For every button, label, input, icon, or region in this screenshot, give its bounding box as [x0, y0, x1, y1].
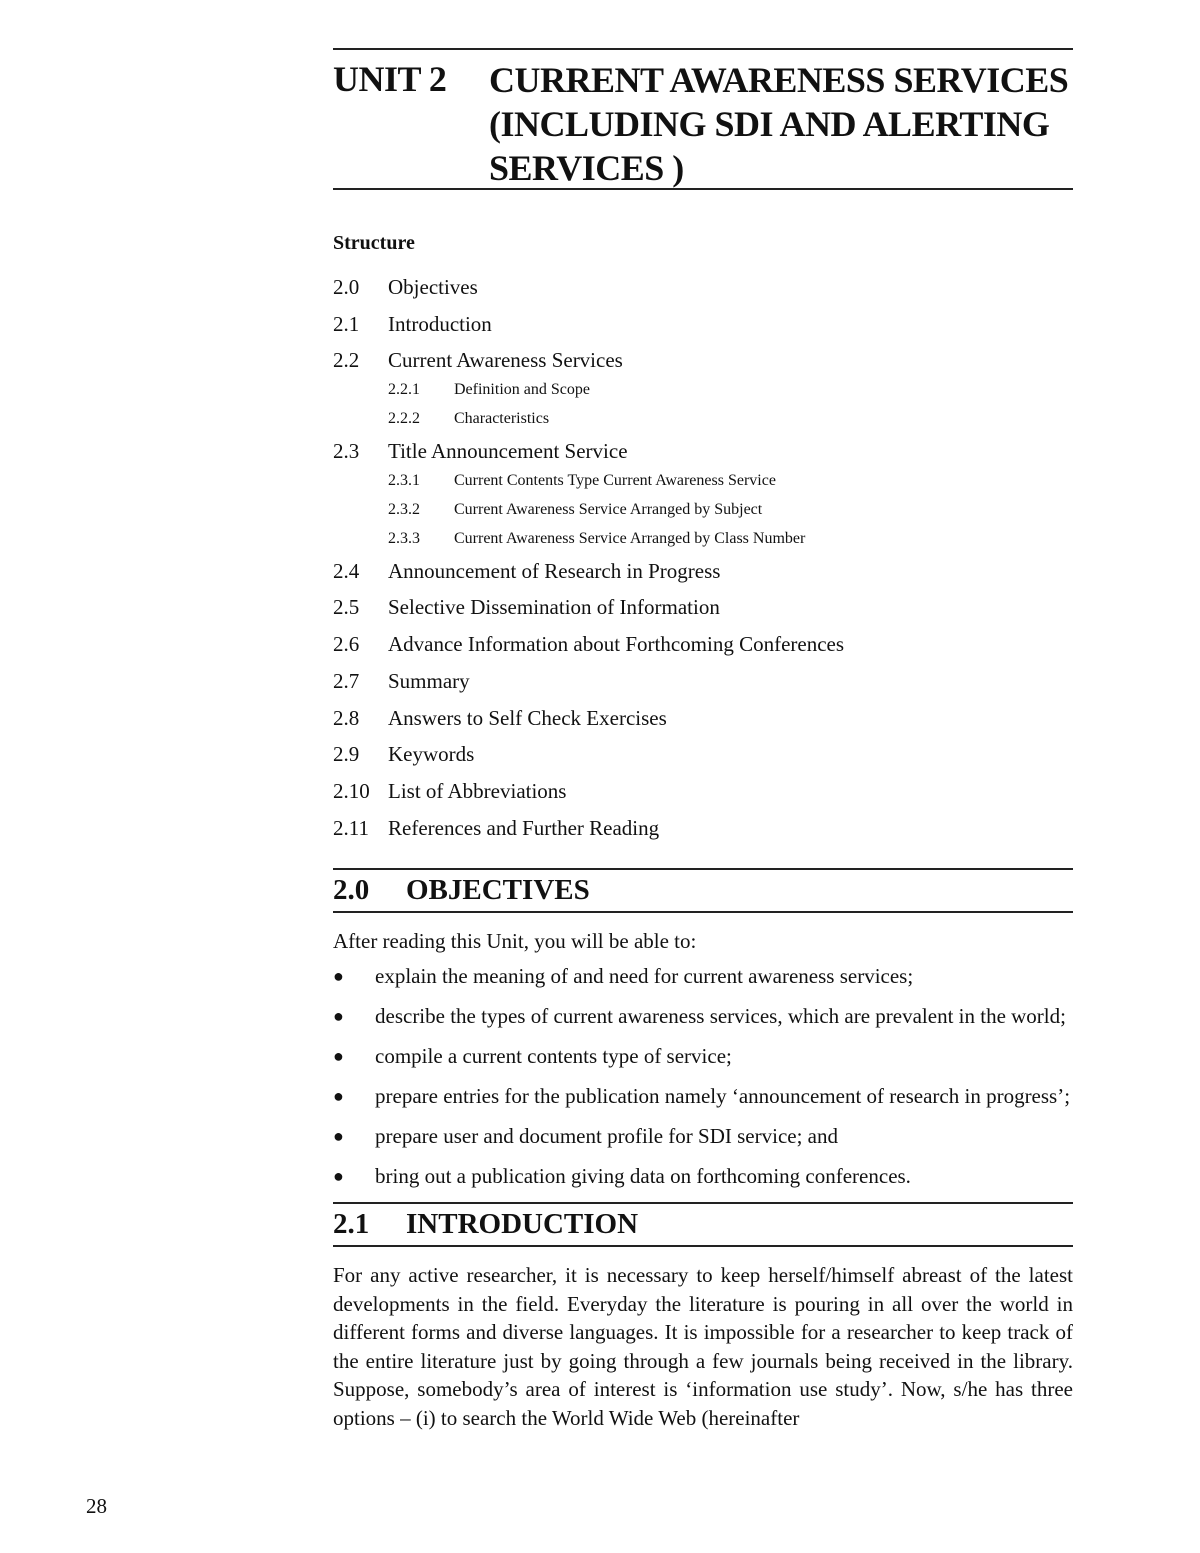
toc-subitem-text: Current Contents Type Current Awareness Service: [454, 471, 776, 489]
toc-item-text: List of Abbreviations: [388, 778, 567, 803]
bullet-icon: ●: [333, 1046, 344, 1067]
toc-subitem-2-3-3: [333, 524, 1073, 553]
toc-item-text: Current Awareness Services: [388, 348, 623, 373]
toc-subitem-text: Characteristics: [454, 410, 550, 428]
bullet-text: bring out a publication giving data on forthcoming conferences.: [375, 1164, 911, 1189]
toc-item-number: 2.11: [333, 815, 369, 840]
bullet-icon: ●: [333, 1166, 344, 1187]
list-item: [333, 962, 1073, 991]
toc-item-text: References and Further Reading: [388, 815, 660, 840]
section-bottom-rule: [333, 911, 1073, 913]
toc-item-2-8: [333, 700, 1073, 737]
unit-header: [333, 50, 1073, 188]
list-item: [333, 1082, 1073, 1111]
bullet-icon: ●: [333, 1086, 344, 1107]
toc-item-number: 2.9: [333, 742, 360, 767]
toc-subitem-2-2-1: [333, 375, 1073, 404]
toc-subitem-2-3-2: [333, 495, 1073, 524]
toc-subitem-number: 2.3.3: [388, 529, 420, 547]
bullet-text: prepare entries for the publication namely ‘announcement of research in progress’;: [375, 1084, 1071, 1109]
list-item: [333, 1002, 1073, 1031]
toc-item-number: 2.3: [333, 439, 360, 464]
toc-item-text: Selective Dissemination of Information: [388, 595, 720, 620]
bullet-icon: ●: [333, 1126, 344, 1147]
introduction-paragraph: For any active researcher, it is necessary to keep herself/himself abreast of the latest developments in the field. Everyday the literature is pouring in all over the world in different forms and diverse languages. It is impossible for a researcher to keep track of the entire literature just by going through a few journals being received in the library. Suppose, somebody’s area of interest is ‘information use study’. Now, s/he has three options – (i) to search the World Wide Web (hereinafter: [333, 1263, 1073, 1430]
toc-item-text: Advance Information about Forthcoming Conferences: [388, 632, 845, 657]
toc-item-number: 2.2: [333, 348, 360, 373]
bullet-text: explain the meaning of and need for current awareness services;: [375, 964, 914, 989]
bullet-text: describe the types of current awareness services, which are prevalent in the world;: [375, 1004, 1066, 1029]
toc-subitem-text: Current Awareness Service Arranged by Subject: [454, 500, 763, 518]
unit-title: CURRENT AWARENESS SERVICES (INCLUDING SDI AND ALERTING SERVICES ): [489, 60, 1069, 188]
toc-item-number: 2.7: [333, 668, 360, 693]
table-of-contents: [333, 269, 1073, 846]
toc-item-2-7: [333, 663, 1073, 700]
introduction-section-heading: [333, 1202, 1073, 1247]
toc-item-2-4: [333, 553, 1073, 590]
objectives-intro: After reading this Unit, you will be able to:: [333, 929, 697, 954]
toc-item-2-10: [333, 773, 1073, 810]
section-title-row: [333, 1204, 1073, 1245]
toc-item-number: 2.4: [333, 558, 360, 583]
list-item: [333, 1162, 1073, 1191]
section-bottom-rule: [333, 1245, 1073, 1247]
section-title-row: [333, 870, 1073, 911]
toc-item-number: 2.6: [333, 632, 360, 657]
toc-item-text: Announcement of Research in Progress: [388, 558, 721, 583]
toc-subitem-text: Current Awareness Service Arranged by Class Number: [454, 529, 806, 547]
toc-subgroup-2-2: [333, 375, 1073, 433]
section-number: 2.0: [333, 874, 370, 907]
list-item: [333, 1122, 1073, 1151]
toc-item-text: Keywords: [388, 742, 475, 767]
toc-subitem-number: 2.2.2: [388, 410, 420, 428]
toc-subitem-2-3-1: [333, 466, 1073, 495]
toc-item-text: Summary: [388, 668, 470, 693]
toc-item-2-0: [333, 269, 1073, 306]
toc-item-2-11: [333, 810, 1073, 847]
toc-item-text: Title Announcement Service: [388, 439, 628, 464]
toc-subitem-text: Definition and Scope: [454, 381, 590, 399]
toc-subgroup-2-3: [333, 466, 1073, 553]
list-item: [333, 1042, 1073, 1071]
objectives-section-heading: [333, 868, 1073, 913]
bullet-icon: ●: [333, 966, 344, 987]
toc-subitem-2-2-2: [333, 404, 1073, 433]
toc-item-2-3: [333, 433, 1073, 470]
toc-item-number: 2.5: [333, 595, 360, 620]
toc-subitem-number: 2.3.2: [388, 500, 420, 518]
toc-item-2-6: [333, 626, 1073, 663]
toc-item-2-1: [333, 306, 1073, 343]
toc-item-number: 2.8: [333, 705, 360, 730]
toc-item-text: Answers to Self Check Exercises: [388, 705, 667, 730]
toc-item-2-9: [333, 736, 1073, 773]
structure-heading: Structure: [333, 232, 415, 254]
toc-subitem-number: 2.3.1: [388, 471, 420, 489]
section-number: 2.1: [333, 1208, 370, 1241]
bullet-text: prepare user and document profile for SDI service; and: [375, 1124, 838, 1149]
toc-item-text: Objectives: [388, 275, 478, 299]
toc-item-text: Introduction: [388, 311, 492, 336]
page-content: [333, 48, 1073, 1432]
toc-subitem-number: 2.2.1: [388, 381, 420, 399]
section-title: OBJECTIVES: [406, 874, 590, 907]
unit-label: UNIT 2: [333, 59, 447, 99]
toc-item-number: 2.10: [333, 778, 370, 803]
toc-item-2-5: [333, 589, 1073, 626]
toc-item-2-2: [333, 342, 1073, 379]
toc-item-number: 2.0: [333, 275, 360, 299]
page-number: 28: [86, 1494, 107, 1518]
objectives-list: [333, 962, 1073, 1191]
bullet-icon: ●: [333, 1006, 344, 1027]
bullet-text: compile a current contents type of service;: [375, 1044, 732, 1069]
section-title: INTRODUCTION: [406, 1208, 639, 1241]
toc-item-number: 2.1: [333, 311, 360, 336]
